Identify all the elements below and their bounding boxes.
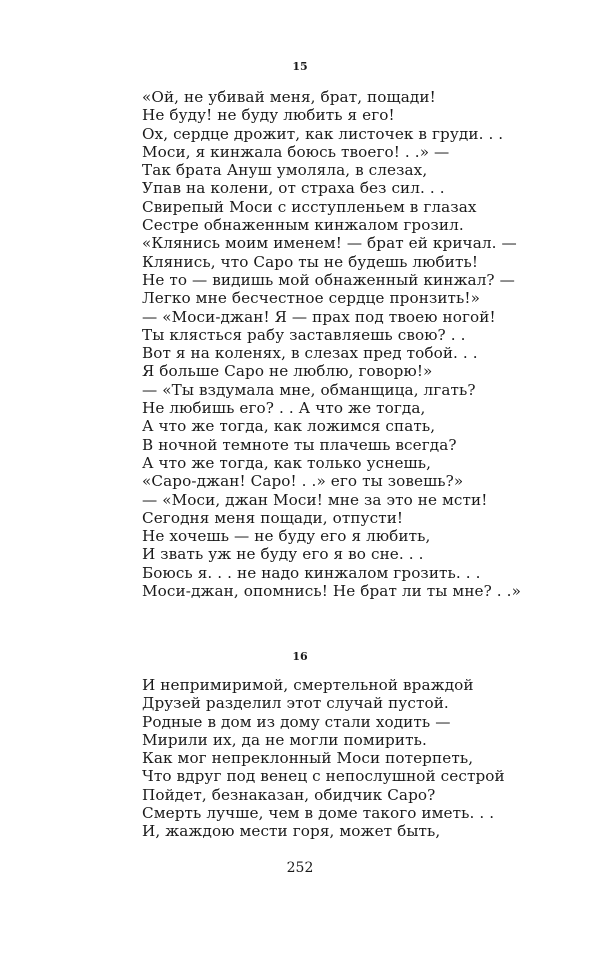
poem-line: «Ой, не убивай меня, брат, пощади!: [142, 88, 436, 106]
poem-section-15: [142, 88, 562, 600]
poem-line: Вот я на коленях, в слезах пред тобой. . .: [142, 344, 478, 363]
poem-line: Ох, сердце дрожит, как листочек в груди. . .: [142, 124, 504, 143]
poem-line: Мирили их, да не могли помирить.: [142, 730, 427, 749]
poem-line: Упав на колени, от страха без сил. . .: [142, 179, 445, 198]
poem-line: Я больше Саро не люблю, говорю!»: [142, 362, 433, 381]
section-number-16: 16: [292, 650, 308, 663]
poem-line: Не буду! не буду любить я его!: [142, 106, 395, 125]
poem-section-16: [142, 676, 562, 841]
poem-line: «Клянись моим именем! — брат ей кричал. —: [142, 234, 517, 253]
poem-line: Не любишь его? . . А что же тогда,: [142, 399, 426, 418]
poem-line: Легко мне бесчестное сердце пронзить!»: [142, 289, 481, 308]
poem-line: Сестре обнаженным кинжалом грозил.: [142, 216, 464, 235]
poem-line: Так брата Ануш умоляла, в слезах,: [142, 161, 428, 180]
poem-line: — «Моси-джан! Я — прах под твоею ногой!: [142, 307, 496, 326]
poem-line: Не то — видишь мой обнаженный кинжал? —: [142, 270, 515, 289]
poem-line: Как мог непреклонный Моси потерпеть,: [142, 749, 474, 768]
poem-line: Не хочешь — не буду его я любить,: [142, 527, 431, 546]
page-number: 252: [286, 860, 314, 876]
poem-line: И, жаждою мести горя, может быть,: [142, 822, 441, 841]
poem-line: И непримиримой, смертельной враждой: [142, 676, 474, 694]
poem-line: Боюсь я. . . не надо кинжалом грозить. . .: [142, 563, 481, 582]
poem-line: Друзей разделил этот случай пустой.: [142, 694, 449, 713]
poem-line: Моси-джан, опомнись! Не брат ли ты мне? . .»: [142, 582, 521, 601]
poem-line: — «Ты вздумала мне, обманщица, лгать?: [142, 380, 476, 399]
poem-line: Моси, я кинжала боюсь твоего! . .» —: [142, 142, 450, 161]
poem-line: Клянись, что Саро ты не будешь любить!: [142, 252, 479, 271]
poem-line: А что же тогда, как только уснешь,: [142, 453, 432, 472]
poem-line: И звать уж не буду его я во сне. . .: [142, 545, 424, 564]
poem-line: — «Моси, джан Моси! мне за это не мсти!: [142, 490, 488, 509]
section-number-15: 15: [292, 60, 308, 73]
poem-line: Ты клясться рабу заставляешь свою? . .: [142, 325, 466, 344]
poem-line: Что вдруг под венец с непослушной сестрой: [142, 767, 505, 786]
poem-line: Сегодня меня пощади, отпусти!: [142, 508, 404, 527]
poem-line: Свирепый Моси с исступленьем в глазах: [142, 197, 477, 216]
poem-line: «Саро-джан! Саро! . .» его ты зовешь?»: [142, 472, 464, 491]
poem-line: Родные в дом из дому стали ходить —: [142, 712, 451, 731]
poem-line: А что же тогда, как ложимся спать,: [142, 417, 436, 436]
poem-line: Смерть лучше, чем в доме такого иметь. . .: [142, 804, 495, 823]
poem-line: В ночной темноте ты плачешь всегда?: [142, 435, 457, 454]
poem-line: Пойдет, безнаказан, обидчик Саро?: [142, 785, 436, 804]
